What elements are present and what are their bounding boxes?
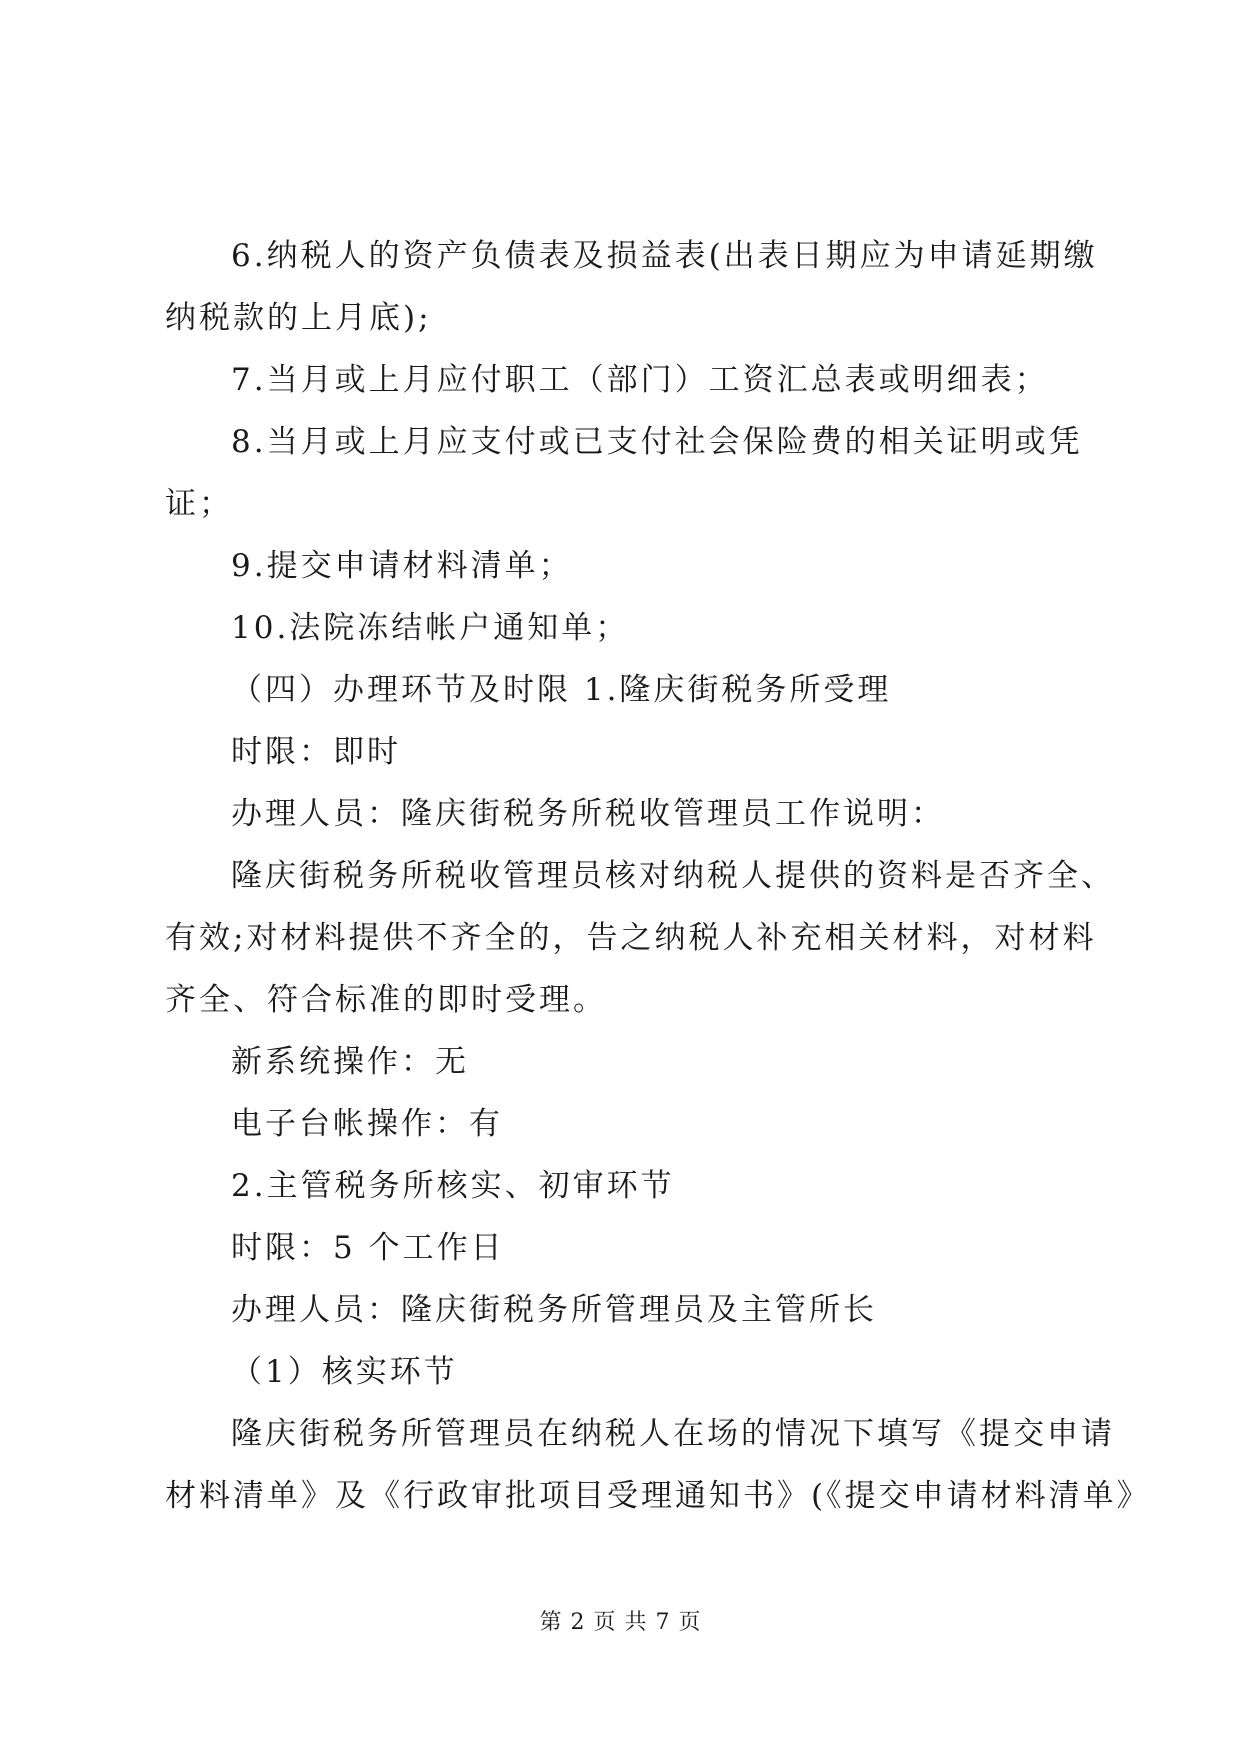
paragraph-line-5: 证； [165,486,233,522]
paragraph-line-3: 7.当月或上月应付职工（部门）工资汇总表或明细表； [231,362,1049,398]
paragraph-line-21: 材料清单》及《行政审批项目受理通知书》(《提交申请材料清单》 [165,1478,1151,1514]
paragraph-line-9: 时限：即时 [231,734,401,770]
paragraph-line-16: 2.主管税务所核实、初审环节 [231,1168,675,1204]
paragraph-line-4: 8.当月或上月应支付或已支付社会保险费的相关证明或凭 [231,424,1083,460]
document-body [165,225,1151,1527]
paragraph-line-8: （四）办理环节及时限 1.隆庆街税务所受理 [231,672,892,708]
paragraph-line-15: 电子台帐操作：有 [231,1106,503,1142]
paragraph-line-2: 纳税款的上月底); [165,300,432,336]
page-number-footer: 第 2 页 共 7 页 [539,1610,702,1635]
paragraph-line-10: 办理人员：隆庆街税务所税收管理员工作说明： [231,796,945,832]
paragraph-line-19: （1）核实环节 [231,1354,458,1390]
paragraph-line-1: 6.纳税人的资产负债表及损益表(出表日期应为申请延期缴 [231,238,1098,274]
paragraph-line-20: 隆庆街税务所管理员在纳税人在场的情况下填写《提交申请 [231,1416,1115,1452]
paragraph-line-18: 办理人员：隆庆街税务所管理员及主管所长 [231,1292,877,1328]
paragraph-line-11: 隆庆街税务所税收管理员核对纳税人提供的资料是否齐全、 [231,858,1115,894]
paragraph-line-13: 齐全、符合标准的即时受理。 [165,982,607,1018]
paragraph-line-12: 有效;对材料提供不齐全的，告之纳税人补充相关材料，对材料 [165,920,1097,956]
paragraph-line-6: 9.提交申请材料清单； [231,548,573,584]
paragraph-line-17: 时限：5 个工作日 [231,1230,505,1266]
paragraph-line-14: 新系统操作：无 [231,1044,469,1080]
paragraph-line-7: 10.法院冻结帐户通知单； [231,610,630,646]
